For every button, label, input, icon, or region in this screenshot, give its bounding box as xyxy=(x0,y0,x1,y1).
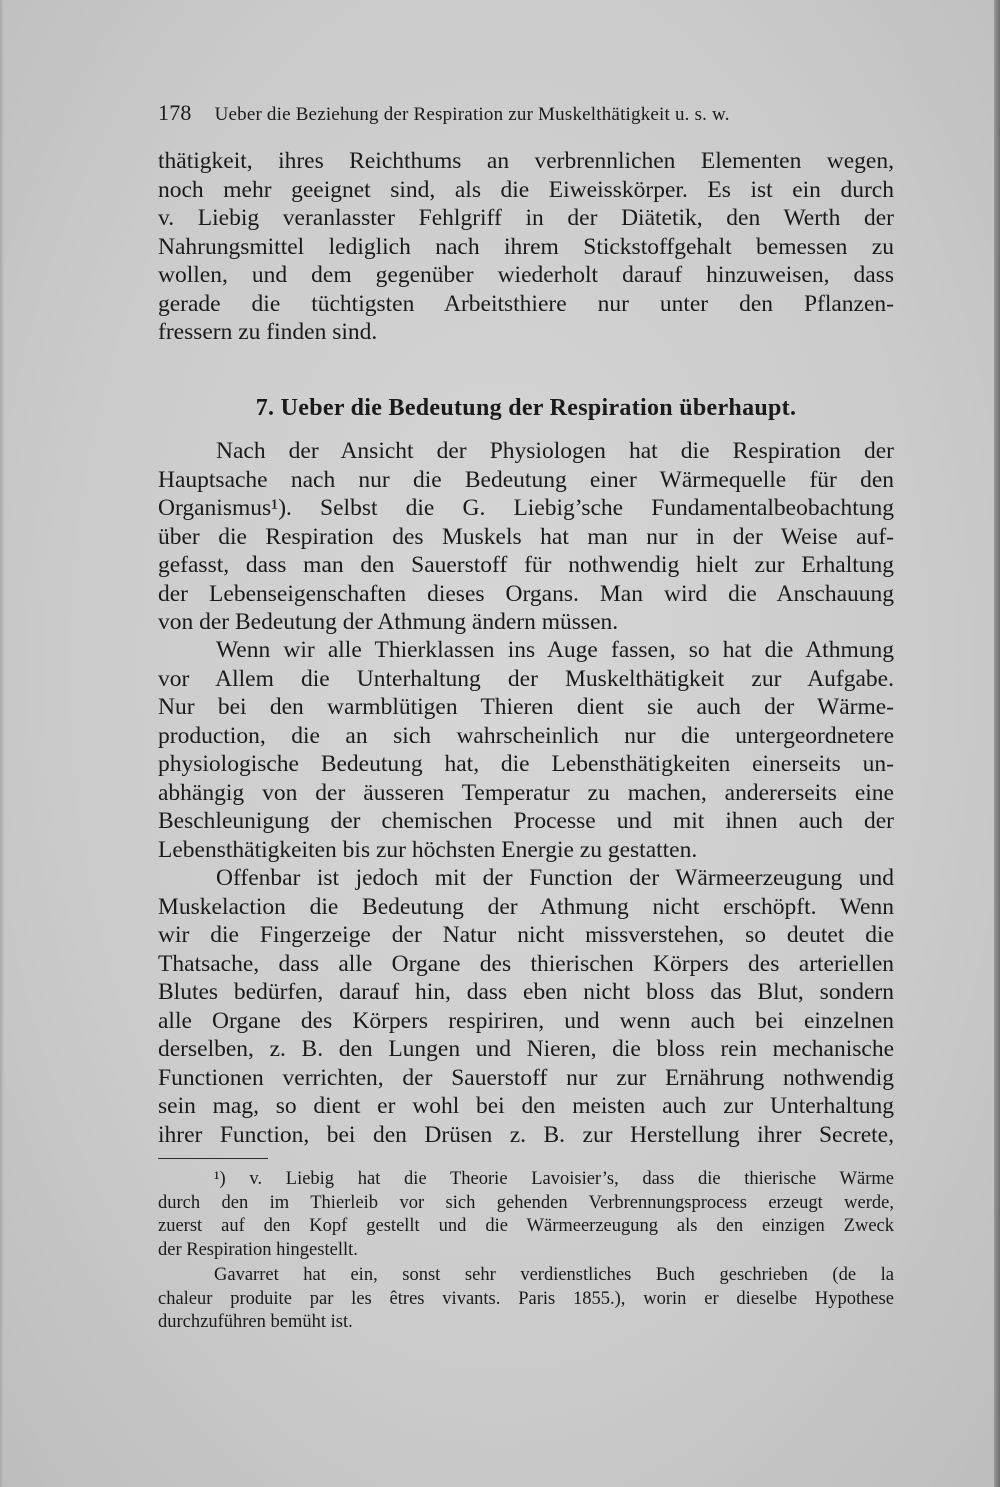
paragraph-top xyxy=(158,147,894,347)
footnote-1 xyxy=(158,1168,894,1262)
text-line: Hauptsache nach nur die Bedeutung einer Wärmequelle für den xyxy=(158,466,894,493)
text-line: gefasst, dass man den Sauerstoff für nothwendig hielt zur Erhaltung xyxy=(158,552,894,578)
page-right-edge xyxy=(994,0,1000,1487)
footnote-line: durch den im Thierleib vor sich gehenden Verbrennungsprocess erzeugt werde, xyxy=(158,1192,894,1213)
text-line: Thatsache, dass alle Organe des thierischen Körpers des arteriellen xyxy=(158,950,894,977)
text-line: thätigkeit, ihres Reichthums an verbrennlichen Elementen wegen, xyxy=(158,148,894,174)
footnote-line: der Respiration hingestellt. xyxy=(158,1239,358,1260)
paragraph-3 xyxy=(158,864,894,1149)
footnote-separator xyxy=(158,1158,268,1159)
text-line: über die Respiration des Muskels hat man nur in der Weise auf- xyxy=(158,523,894,550)
text-line: der Lebenseigenschaften dieses Organs. Man wird die Anschauung xyxy=(158,580,894,607)
text-line: Beschleunigung der chemischen Processe und mit ihnen auch der xyxy=(158,808,894,834)
text-line: sein mag, so dient er wohl bei den meisten auch zur Unterhaltung xyxy=(158,1093,894,1119)
text-line: production, die an sich wahrscheinlich nur die untergeordnetere xyxy=(158,722,894,749)
text-line: derselben, z. B. den Lungen und Nieren, die bloss rein mechanische xyxy=(158,1036,894,1062)
text-line: v. Liebig veranlasster Fehlgriff in der Diätetik, den Werth der xyxy=(158,205,894,231)
text-line: von der Bedeutung der Athmung ändern müssen. xyxy=(158,609,619,635)
text-line: Wenn wir alle Thierklassen ins Auge fassen, so hat die Athmung xyxy=(216,637,894,663)
footnote-line: ¹) v. Liebig hat die Theorie Lavoisier’s, dass die thierische Wärme xyxy=(214,1169,894,1189)
text-line: Organismus¹). Selbst die G. Liebig’sche Fundamentalbeobachtung xyxy=(158,495,894,521)
footnote-line: zuerst auf den Kopf gestellt und die Wärmeerzeugung als den einzigen Zweck xyxy=(158,1216,894,1236)
paragraph-2 xyxy=(158,636,894,864)
running-title: Ueber die Beziehung der Respiration zur Muskelthätigkeit u. s. w. xyxy=(214,104,730,125)
page-left-edge xyxy=(0,0,4,1487)
section-heading: 7. Ueber die Bedeutung der Respiration überhaupt. xyxy=(255,395,797,421)
text-line: Functionen verrichten, der Sauerstoff nur zur Ernährung nothwendig xyxy=(158,1064,894,1091)
text-line: noch mehr geeignet sind, als die Eiweisskörper. Es ist ein durch xyxy=(158,176,894,203)
text-line: vor Allem die Unterhaltung der Muskelthätigkeit zur Aufgabe. xyxy=(158,665,894,692)
paragraph-1 xyxy=(158,437,894,637)
text-line: Offenbar ist jedoch mit der Function der Wärmeerzeugung und xyxy=(216,865,894,891)
text-line: Nahrungsmittel lediglich nach ihrem Stickstoffgehalt bemessen zu xyxy=(158,233,894,260)
text-line: abhängig von der äusseren Temperatur zu machen, andererseits eine xyxy=(158,779,894,806)
text-line: physiologische Bedeutung hat, die Lebensthätigkeiten einerseits un- xyxy=(158,751,894,777)
footnote-line: Gavarret hat ein, sonst sehr verdienstliches Buch geschrieben (de la xyxy=(214,1265,894,1285)
footnote-line: durchzuführen bemüht ist. xyxy=(158,1312,353,1332)
text-line: Lebensthätigkeiten bis zur höchsten Energie zu gestatten. xyxy=(158,836,698,863)
page-number: 178 xyxy=(158,100,192,125)
text-line: Blutes bedürfen, darauf hin, dass eben nicht bloss das Blut, sondern xyxy=(158,979,894,1005)
text-line: ihrer Function, bei den Drüsen z. B. zur Herstellung ihrer Secrete, xyxy=(158,1121,894,1148)
footnote-line: chaleur produite par les êtres vivants. Paris 1855.), worin er dieselbe Hypothese xyxy=(158,1288,894,1309)
text-line: fressern zu finden sind. xyxy=(158,319,378,345)
text-line: wir die Fingerzeige der Natur nicht missverstehen, so deutet die xyxy=(158,922,894,948)
text-line: gerade die tüchtigsten Arbeitsthiere nur unter den Pflanzen- xyxy=(158,290,894,317)
footnote-2 xyxy=(158,1264,894,1335)
text-line: Nur bei den warmblütigen Thieren dient sie auch der Wärme- xyxy=(158,694,894,720)
text-line: alle Organe des Körpers respiriren, und wenn auch bei einzelnen xyxy=(158,1007,894,1034)
text-line: Nach der Ansicht der Physiologen hat die Respiration der xyxy=(216,438,894,464)
running-header xyxy=(158,100,898,126)
text-line: Muskelaction die Bedeutung der Athmung nicht erschöpft. Wenn xyxy=(158,893,894,920)
text-line: wollen, und dem gegenüber wiederholt darauf hinzuweisen, dass xyxy=(158,262,894,288)
